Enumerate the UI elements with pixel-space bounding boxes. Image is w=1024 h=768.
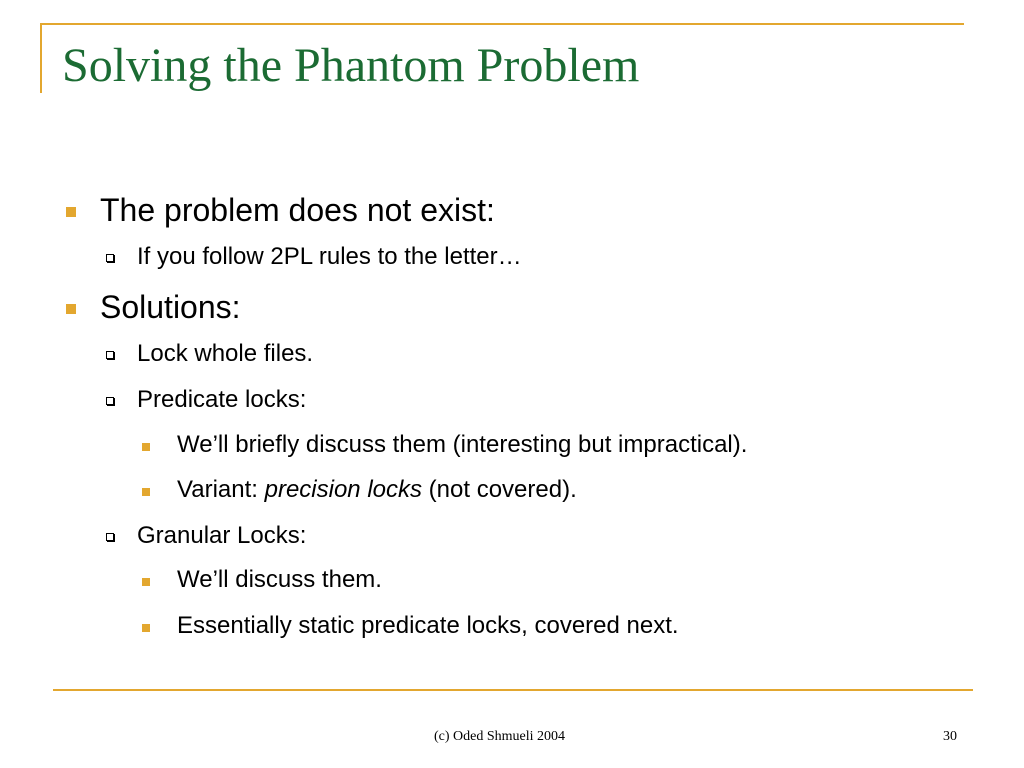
bottom-rule: [53, 689, 973, 691]
hollow-square-bullet-icon: [106, 351, 114, 359]
bullet-text: We’ll discuss them.: [177, 566, 382, 593]
bullet-text-suffix: (not covered).: [422, 476, 577, 503]
sub-bullet-item: [137, 243, 522, 271]
hollow-square-bullet-icon: [106, 254, 114, 262]
bullet-text-emphasis: precision locks: [264, 476, 423, 503]
slide-title: Solving the Phantom Problem: [62, 39, 640, 92]
bullet-text: Predicate locks:: [137, 386, 307, 413]
bullet-text: The problem does not exist:: [100, 192, 495, 228]
bullet-text: We’ll briefly discuss them (interesting but impractical).: [177, 431, 748, 458]
footer-credit: (c) Oded Shmueli 2004: [434, 729, 566, 744]
hollow-square-bullet-icon: [106, 397, 114, 405]
sub-bullet-item: [137, 340, 313, 368]
bullet-text-prefix: Variant:: [177, 476, 265, 503]
square-bullet-icon: [142, 578, 150, 586]
bullet-text: Solutions:: [100, 289, 241, 325]
square-bullet-icon: [66, 304, 76, 314]
bullet-text: Essentially static predicate locks, covered next.: [177, 612, 679, 639]
square-bullet-icon: [142, 443, 150, 451]
bullet-text: If you follow 2PL rules to the letter…: [137, 243, 522, 270]
sub-sub-bullet-item: [177, 476, 577, 504]
hollow-square-bullet-icon: [106, 533, 114, 541]
sub-bullet-item: [137, 386, 306, 414]
square-bullet-icon: [142, 488, 150, 496]
sub-bullet-item: [137, 522, 306, 550]
bullet-item: [100, 289, 241, 325]
sub-sub-bullet-item: [177, 566, 382, 594]
square-bullet-icon: [142, 624, 150, 632]
page-number: 30: [943, 729, 957, 744]
sub-sub-bullet-item: [177, 612, 679, 640]
bullet-text: Lock whole files.: [137, 340, 314, 367]
square-bullet-icon: [66, 207, 76, 217]
bullet-item: [100, 192, 495, 228]
sub-sub-bullet-item: [177, 431, 747, 459]
bullet-text: Granular Locks:: [137, 522, 307, 549]
